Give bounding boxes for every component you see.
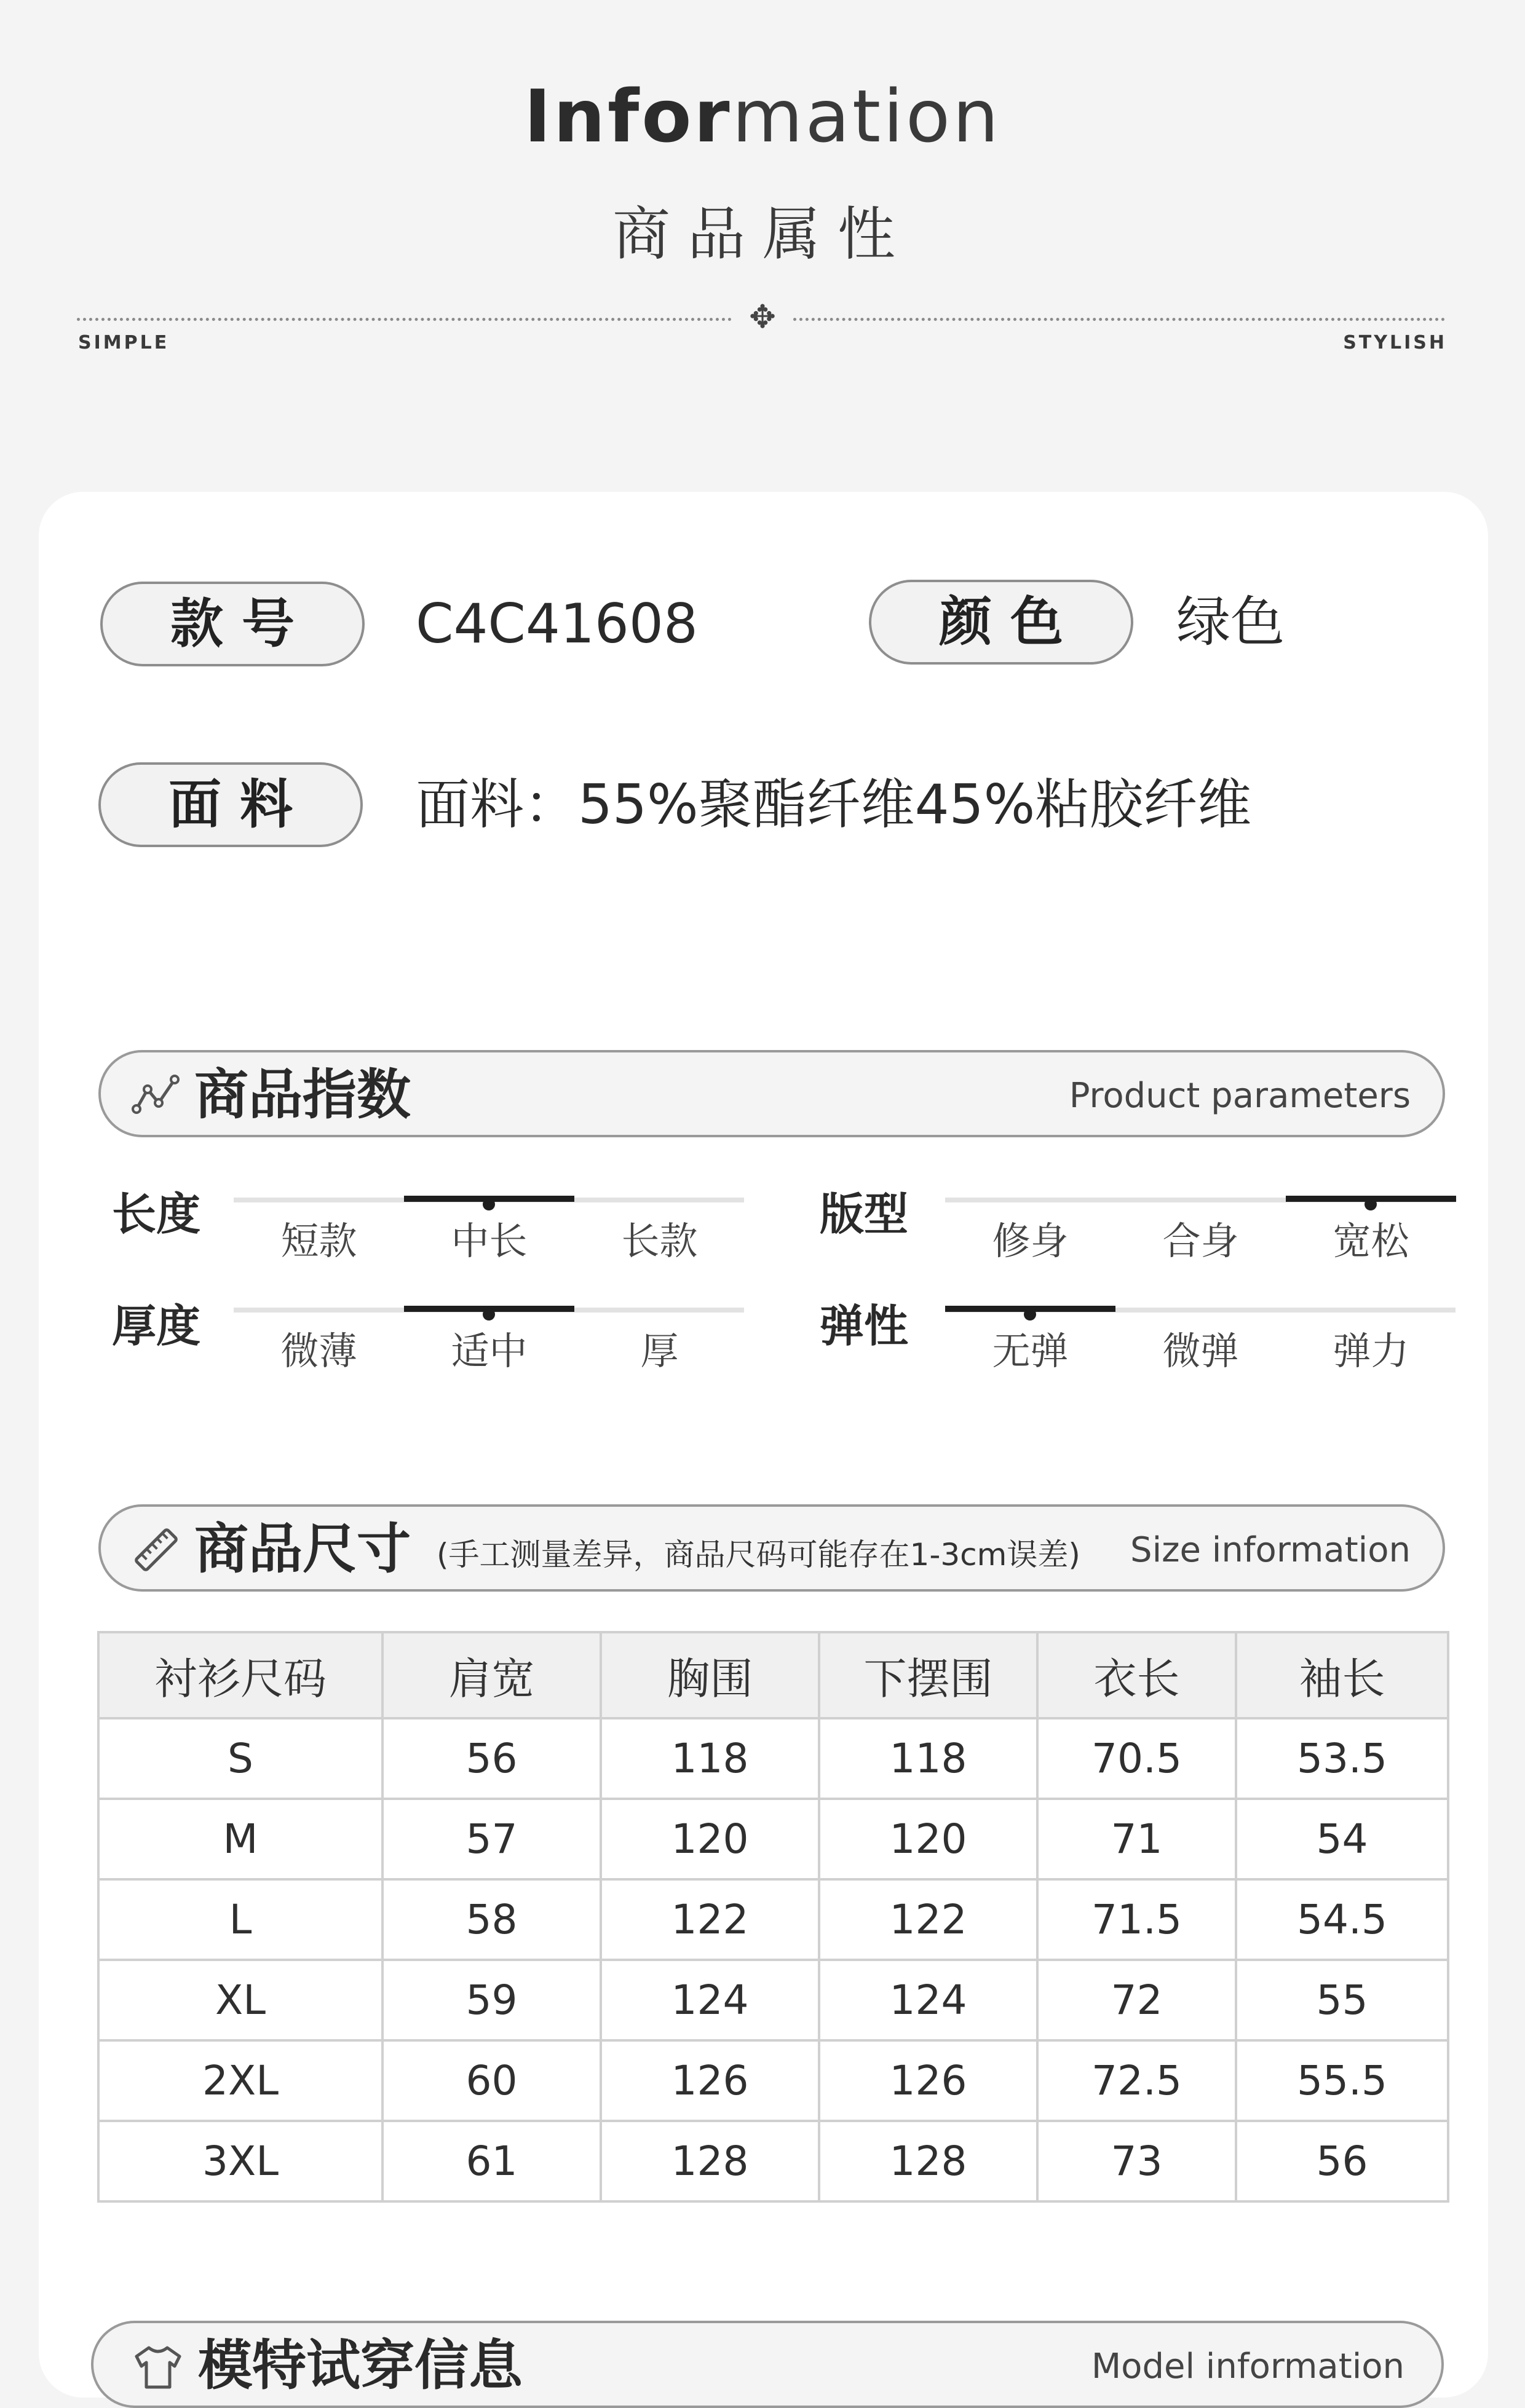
column-header-sleeve: 袖长: [1236, 1632, 1448, 1718]
trend-line-icon: [132, 1071, 181, 1120]
table-row: [98, 1718, 1448, 1799]
scale-selected-indicator: [404, 1306, 574, 1312]
model-information-title-en: Model information: [1091, 2347, 1404, 2386]
color-label: 颜色: [869, 580, 1133, 665]
table-cell: 124: [819, 1960, 1037, 2040]
table-cell: 118: [601, 1718, 819, 1799]
title-english-bold: Infor: [524, 74, 732, 159]
table-row: [98, 1879, 1448, 1960]
param-label-thickness: 厚度: [112, 1300, 201, 1352]
table-cell: 57: [382, 1799, 601, 1879]
size-information-banner: [98, 1504, 1445, 1592]
table-row: [98, 1799, 1448, 1879]
table-cell: 61: [382, 2121, 601, 2201]
table-cell: 55: [1236, 1960, 1448, 2040]
size-information-title: 商品尺寸: [194, 1517, 411, 1581]
table-cell: 72.5: [1037, 2040, 1236, 2121]
size-measurement-note: (手工测量差异，商品尺码可能存在1-3cm误差): [437, 1537, 1080, 1573]
table-cell: 72: [1037, 1960, 1236, 2040]
table-cell: 124: [601, 1960, 819, 2040]
model-information-banner: [91, 2321, 1444, 2408]
scale-selected-indicator: [945, 1306, 1115, 1312]
param-scale-length: [234, 1198, 744, 1277]
table-cell: 118: [819, 1718, 1037, 1799]
column-header-hem: 下摆围: [819, 1632, 1037, 1718]
table-header-row: [98, 1632, 1448, 1718]
header: [0, 0, 1525, 430]
style-number-value: C4C41608: [416, 592, 698, 655]
tag-stylish: STYLISH: [1343, 332, 1447, 353]
column-header-length: 衣长: [1037, 1632, 1236, 1718]
table-cell: 128: [819, 2121, 1037, 2201]
table-row: [98, 1960, 1448, 2040]
param-label-elasticity: 弹性: [820, 1300, 909, 1352]
scale-selected-indicator: [404, 1196, 574, 1202]
scale-option: 长款: [621, 1218, 698, 1263]
scale-option: 微弹: [1162, 1328, 1239, 1373]
table-cell: 71.5: [1037, 1879, 1236, 1960]
table-cell: S: [98, 1718, 382, 1799]
shirt-icon: [130, 2342, 186, 2391]
table-cell: 58: [382, 1879, 601, 1960]
table-cell: 56: [1236, 2121, 1448, 2201]
ruler-icon: [132, 1525, 181, 1574]
table-cell: 56: [382, 1718, 601, 1799]
table-cell: 122: [819, 1879, 1037, 1960]
table-cell: L: [98, 1879, 382, 1960]
scale-option: 短款: [280, 1218, 357, 1263]
fabric-label: 面料: [98, 762, 363, 847]
scale-option: 宽松: [1333, 1218, 1409, 1263]
scale-option: 适中: [451, 1328, 528, 1373]
size-table: [97, 1631, 1449, 2203]
param-label-length: 长度: [112, 1188, 201, 1240]
table-cell: 120: [601, 1799, 819, 1879]
column-header-size: 衬衫尺码: [98, 1632, 382, 1718]
table-row: [98, 2121, 1448, 2201]
table-cell: 53.5: [1236, 1718, 1448, 1799]
product-parameters-title: 商品指数: [194, 1063, 411, 1126]
color-value: 绿色: [1176, 590, 1285, 653]
table-cell: XL: [98, 1960, 382, 2040]
table-cell: 126: [819, 2040, 1037, 2121]
scale-option: 合身: [1162, 1218, 1239, 1263]
table-cell: 54: [1236, 1799, 1448, 1879]
scale-option: 厚: [640, 1328, 679, 1373]
table-cell: 54.5: [1236, 1879, 1448, 1960]
scale-option: 微薄: [280, 1328, 357, 1373]
table-cell: 128: [601, 2121, 819, 2201]
dotted-divider-left: [77, 318, 732, 321]
param-scale-thickness: [234, 1308, 744, 1388]
param-scale-fit: [945, 1198, 1456, 1277]
model-information-title: 模特试穿信息: [198, 2334, 523, 2397]
scale-selected-indicator: [1286, 1196, 1456, 1202]
scale-option: 修身: [992, 1218, 1069, 1263]
table-cell: 126: [601, 2040, 819, 2121]
column-header-shoulder: 肩宽: [382, 1632, 601, 1718]
table-cell: 73: [1037, 2121, 1236, 2201]
product-parameters-title-en: Product parameters: [1069, 1076, 1411, 1116]
column-header-chest: 胸围: [601, 1632, 819, 1718]
table-cell: 71: [1037, 1799, 1236, 1879]
param-label-fit: 版型: [820, 1188, 909, 1240]
size-information-title-en: Size information: [1130, 1530, 1411, 1570]
param-scale-elasticity: [945, 1308, 1456, 1388]
table-cell: 55.5: [1236, 2040, 1448, 2121]
dotted-divider-right: [793, 318, 1445, 321]
table-cell: 70.5: [1037, 1718, 1236, 1799]
crosshair-ornament-icon: ✥: [749, 299, 776, 336]
table-cell: 122: [601, 1879, 819, 1960]
tag-simple: SIMPLE: [78, 332, 170, 353]
fabric-value: 面料：55%聚酯纤维45%粘胶纤维: [416, 773, 1252, 836]
title-english: [0, 74, 1525, 159]
table-cell: 2XL: [98, 2040, 382, 2121]
style-number-label: 款号: [100, 582, 365, 666]
table-cell: 3XL: [98, 2121, 382, 2201]
title-english-light: mation: [732, 74, 1001, 159]
table-cell: M: [98, 1799, 382, 1879]
product-parameters-banner: [98, 1050, 1445, 1137]
table-cell: 120: [819, 1799, 1037, 1879]
table-cell: 60: [382, 2040, 601, 2121]
table-cell: 59: [382, 1960, 601, 2040]
table-row: [98, 2040, 1448, 2121]
title-chinese: 商品属性: [612, 201, 913, 268]
scale-option: 无弹: [992, 1328, 1069, 1373]
scale-option: 中长: [451, 1218, 528, 1263]
scale-option: 弹力: [1333, 1328, 1409, 1373]
